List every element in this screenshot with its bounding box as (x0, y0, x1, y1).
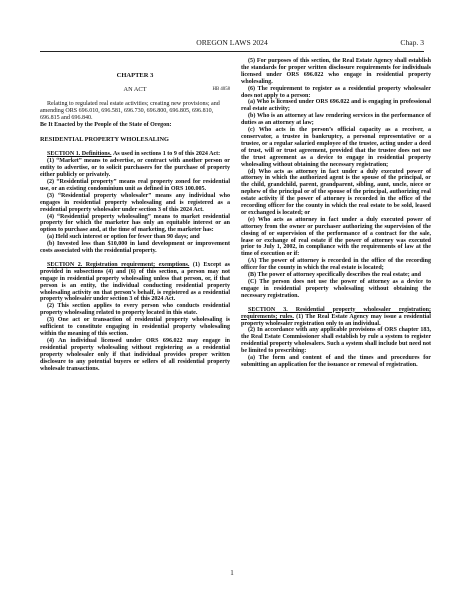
definition-3: (3) “Residential property wholesaler” means any individual who engages in residential property wholesaling and is registered as a residential property wholesaler under section 3 of this 2024 Act. (40, 192, 230, 213)
act-heading (40, 87, 230, 94)
section-3-subsection-1 (241, 307, 431, 328)
act-label: AN ACT (123, 85, 147, 93)
section-3-subsection-2a: (a) The form and content of and the times and procedures for submitting an application for the issuance or renewal of registration. (241, 355, 431, 368)
right-column (241, 58, 431, 369)
section-2-subsection-6e-B: (B) The power of attorney specifically describes the real estate; and (248, 272, 421, 279)
section-group-heading: RESIDENTIAL PROPERTY WHOLESALING (40, 136, 169, 144)
section-2-subsection-6a: (a) Who is licensed under ORS 696.022 and is engaging in professional real estate activity; (241, 99, 431, 113)
section-3-subsection-2: (2) In accordance with any applicable provisions of ORS chapter 183, the Real Estate Commissioner shall establish by rule a system to register residential property wholesalers. Such a system shall include but need not be limited to prescribing: (241, 327, 431, 355)
section-1-intro-text: As used in sections 1 to 9 of this 2024 Act: (113, 151, 221, 158)
section-2-subsection-1-text: (1) Except as provided in subsections (4) and (6) of this section, a person may not engage in residential property wholesaling unless that person, or, if that person is an entity, the individual conducting residential property wholesaling activity on that person’s behalf, is registered as a residential property wholesaler under section 3 of this 2024 Act. (40, 261, 231, 303)
left-column (40, 58, 230, 372)
section-2-subsection-6b: (b) Who is an attorney at law rendering services in the performance of duties as an attorney at law; (241, 113, 431, 127)
section-2-subsection-3: (3) One act or transaction of residential property wholesaling is sufficient to constitute engaging in residential property wholesaling within the meaning of this section. (40, 317, 230, 337)
chapter-heading: CHAPTER 3 (116, 72, 154, 79)
section-2-subsection-6c: (c) Who acts in the person’s official capacity as a receiver, a conservator, a trustee in bankruptcy, a personal representative or a trustee, or a regular salaried employee of the trustee, acting under a deed of trust, will or trust agreement, provided that the trustee does not use the trust agreement as a device to engage in residential property wholesaling without obtaining the necessary registration; (241, 127, 431, 168)
section-2-subsection-6e-A: (A) The power of attorney is recorded in the office of the recording officer for the county in which the real estate is located; (241, 258, 431, 272)
chapter-label: Chap. 3 (400, 38, 424, 47)
section-2-subsection-2: (2) This section applies to every person who conducts residential property wholesaling related to property located in this state. (40, 303, 230, 317)
section-2-subsection-4: (4) An individual licensed under ORS 696.022 may engage in residential property wholesaling without registering as a residential property wholesaler only if that individual provides proper written disclosure to any potential buyers or sellers of all residential property wholesale transactions. (40, 337, 230, 372)
section-3-subsection-1-text: (1) The Real Estate Agency may issue a residential property wholesaler registration only to an individual. (241, 313, 431, 327)
definition-1: (1) “Market” means to advertise, or contract with another person or entity to advertise, or to solicit purchasers for the purchase of property either publicly or privately. (40, 158, 230, 179)
journal-title: OREGON LAWS 2024 (196, 38, 268, 47)
section-2-subsection-1 (40, 262, 230, 303)
section-2-subsection-6e: (e) Who acts as attorney in fact under a duly executed power of attorney from the owner or purchaser authorizing the supervision of the closing of or supervision of the performance of a contract for the sale, lease or exchange of real estate if the power of attorney was executed prior to July 1, 2002, in compliance with the requirements of law at the time of execution or if: (241, 216, 431, 258)
definition-4: (4) “Residential property wholesaling” means to market residential property for which the marketer has only an equitable interest or an option to purchase and, at the time of marketing, the marketer has: (40, 213, 230, 234)
section-2-subsection-6: (6) The requirement to register as a residential property wholesaler does not apply to a person: (241, 85, 431, 99)
section-2-subsection-6d: (d) Who acts as attorney in fact under a duly executed power of attorney in which the authorized agent is the spouse of the principal, or the child, grandchild, parent, grandparent, sibling, aunt, uncle, niece or nephew of the principal or of the spouse of the principal, authorizing real estate activity if the power of attorney is recorded in the office of the recording officer for the county in which the real estate to be sold, leased or exchanged is located; or (241, 168, 431, 216)
definition-4b: (b) Invested less than $10,000 in land development or improvement costs associated with the residential property. (40, 241, 230, 255)
relating-clause: Relating to regulated real estate activities; creating new provisions; and amending ORS 696.010, 696.581, 696.730, 696.800, 696.805, 696.810, 696.815 and 696.840. (40, 100, 220, 121)
definition-4a: (a) Held such interest or option for fewer than 90 days; and (47, 234, 200, 241)
running-header (40, 38, 424, 50)
bill-number: HB 4058 (212, 86, 230, 92)
enacting-clause: Be It Enacted by the People of the State of Oregon: (40, 121, 172, 128)
section-1-heading: SECTION 1. Definitions. (47, 151, 112, 158)
definition-2: (2) “Residential property” means real property zoned for residential use, or an existing condominium unit as defined in ORS 100.005. (40, 178, 230, 192)
section-3-heading: SECTION 3. Residential property wholesaler registration; requirements; rules. (241, 306, 431, 320)
header-rule (40, 51, 424, 52)
section-2-subsection-6e-C: (C) The person does not use the power of attorney as a device to engage in residential property wholesaling without obtaining the necessary registration. (241, 279, 431, 299)
page-number: 1 (230, 569, 234, 577)
section-2-subsection-5: (5) For purposes of this section, the Real Estate Agency shall establish the standards for proper written disclosure requirements for individuals licensed under ORS 696.022 who engage in residential property wholesaling. (241, 58, 431, 85)
section-2-heading: SECTION 2. Registration requirement; exemptions. (47, 261, 190, 268)
